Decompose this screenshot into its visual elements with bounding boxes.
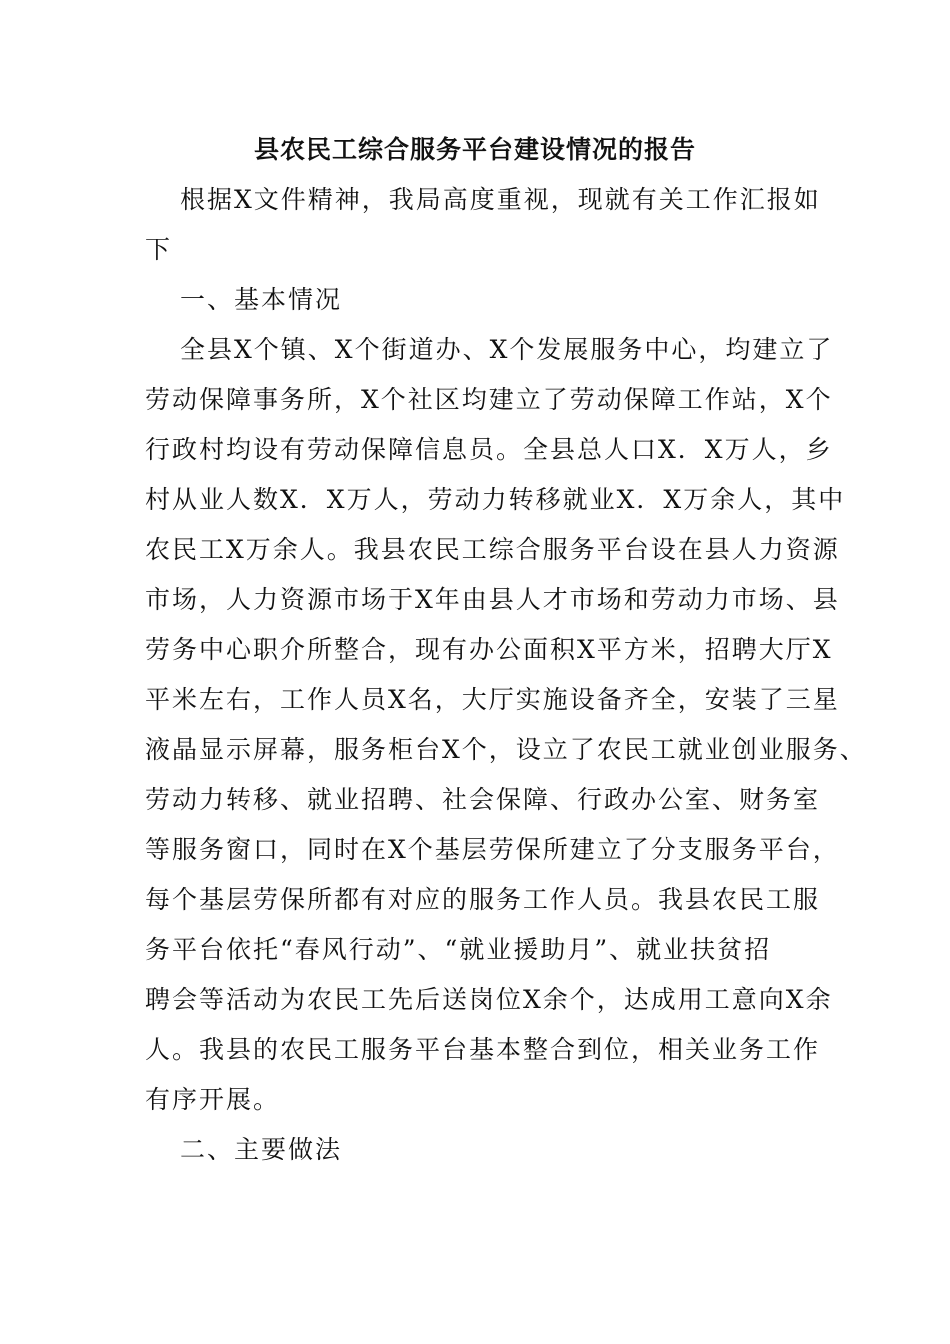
paragraph-line: 人。我县的农民工服务平台基本整合到位，相关业务工作 [145, 1035, 821, 1064]
paragraph-line: 每个基层劳保所都有对应的服务工作人员。我县农民工服 [145, 885, 821, 914]
paragraph-line: 农民工X万余人。我县农民工综合服务平台设在县人力资源 [145, 535, 840, 564]
paragraph-line: 行政村均设有劳动保障信息员。全县总人口X．X万人，乡 [145, 435, 833, 464]
paragraph-line: 务平台依托“春风行动”、“就业援助月”、就业扶贫招 [145, 935, 772, 964]
paragraph-line: 劳动力转移、就业招聘、社会保障、行政办公室、财务室 [145, 785, 821, 814]
paragraph-line: 聘会等活动为农民工先后送岗位X余个，达成用工意向X余 [145, 985, 833, 1014]
paragraph-line: 平米左右，工作人员X名，大厅实施设备齐全，安装了三星 [145, 685, 840, 714]
section-heading: 二、主要做法 [180, 1135, 343, 1164]
paragraph-line: 劳动保障事务所，X个社区均建立了劳动保障工作站，X个 [145, 385, 833, 414]
paragraph-line: 等服务窗口，同时在X个基层劳保所建立了分支服务平台， [145, 835, 840, 864]
paragraph-line: 液晶显示屏幕，服务柜台X个，设立了农民工就业创业服务、 [145, 735, 867, 764]
paragraph-line: 市场，人力资源市场于X年由县人才市场和劳动力市场、县 [145, 585, 840, 614]
paragraph-line: 下 [145, 235, 173, 264]
paragraph-line: 全县X个镇、X个街道办、X个发展服务中心，均建立了 [180, 335, 834, 364]
paragraph-line: 劳务中心职介所整合，现有办公面积X平方米，招聘大厅X [145, 635, 833, 664]
section-heading: 一、基本情况 [180, 285, 343, 314]
paragraph-line: 村从业人数X．X万人，劳动力转移就业X．X万余人，其中 [145, 485, 846, 514]
paragraph-line: 有序开展。 [145, 1085, 281, 1114]
paragraph-line: 根据X文件精神，我局高度重视，现就有关工作汇报如 [180, 185, 821, 214]
document-title: 县农民工综合服务平台建设情况的报告 [253, 135, 696, 164]
